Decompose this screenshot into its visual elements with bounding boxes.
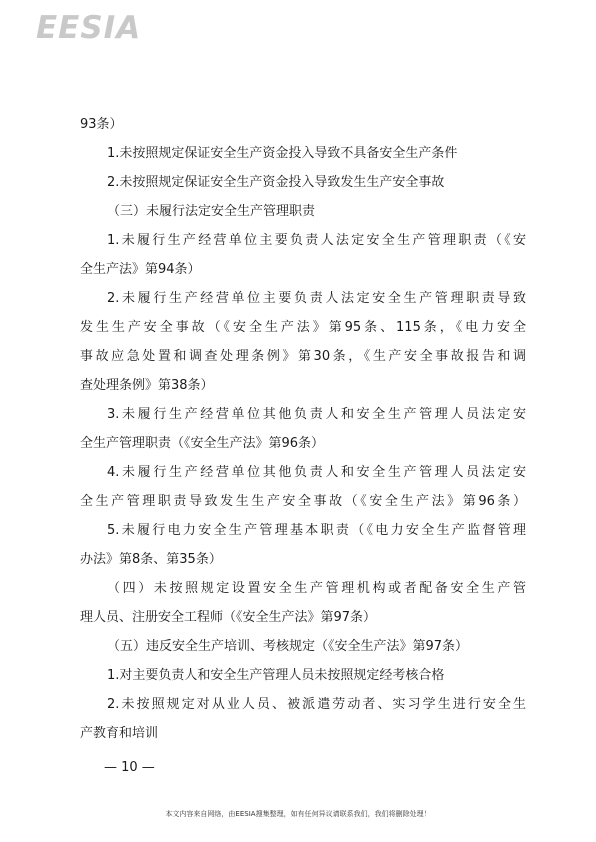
text-line: 1.未按照规定保证安全生产资金投入导致不具备安全生产条件: [107, 146, 458, 161]
text-line: 2.未按照规定对从业人员、被派遣劳动者、实习学生进行安全生: [107, 697, 526, 712]
text-line: 查处理条例》第38条）: [80, 378, 214, 393]
text-line: 理人员、注册安全工程师（《安全生产法》第97条）: [80, 610, 377, 625]
text-line: 1.对主要负责人和安全生产管理人员未按照规定经考核合格: [107, 668, 445, 683]
text-line: 1.未履行生产经营单位主要负责人法定安全生产管理职责（《安: [107, 233, 526, 248]
eesia-logo: EESIA: [36, 10, 142, 46]
text-line: 2.未按照规定保证安全生产资金投入导致发生生产安全事故: [107, 175, 445, 190]
text-line: 4.未履行生产经营单位其他负责人和安全生产管理人员法定安: [107, 465, 526, 480]
text-line: 产教育和培训: [80, 726, 159, 741]
page-number: — 10 —: [104, 760, 155, 775]
text-line: 事故应急处置和调查处理条例》第30条，《生产安全事故报告和调: [80, 349, 526, 364]
text-line: 全生产法》第94条）: [80, 262, 201, 277]
text-line: 2.未履行生产经营单位主要负责人法定安全生产管理职责导致: [107, 291, 526, 306]
section-heading: （五）违反安全生产培训、考核规定（《安全生产法》第97条）: [107, 639, 469, 654]
text-line: 93条）: [80, 117, 123, 132]
text-line: 发生生产安全事故（《安全生产法》第95条、115条，《电力安全: [80, 320, 526, 335]
footer-disclaimer: 本文内容来自网络，由EESIA搜集整理，如有任何异议请联系我们，我们将删除处理！: [165, 810, 431, 818]
section-heading: （四）未按照规定设置安全生产管理机构或者配备安全生产管: [107, 581, 526, 596]
section-heading: （三）未履行法定安全生产管理职责: [107, 204, 316, 219]
text-line: 3.未履行生产经营单位其他负责人和安全生产管理人员法定安: [107, 407, 526, 422]
document-body: [80, 110, 526, 748]
text-line: 5.未履行电力安全生产管理基本职责（《电力安全生产监督管理: [107, 523, 526, 538]
text-line: 全生产管理职责导致发生生产安全事故（《安全生产法》第96条）: [80, 494, 526, 509]
text-line: 全生产管理职责（《安全生产法》第96条）: [80, 436, 325, 451]
text-line: 办法》第8条、第35条）: [80, 552, 222, 567]
